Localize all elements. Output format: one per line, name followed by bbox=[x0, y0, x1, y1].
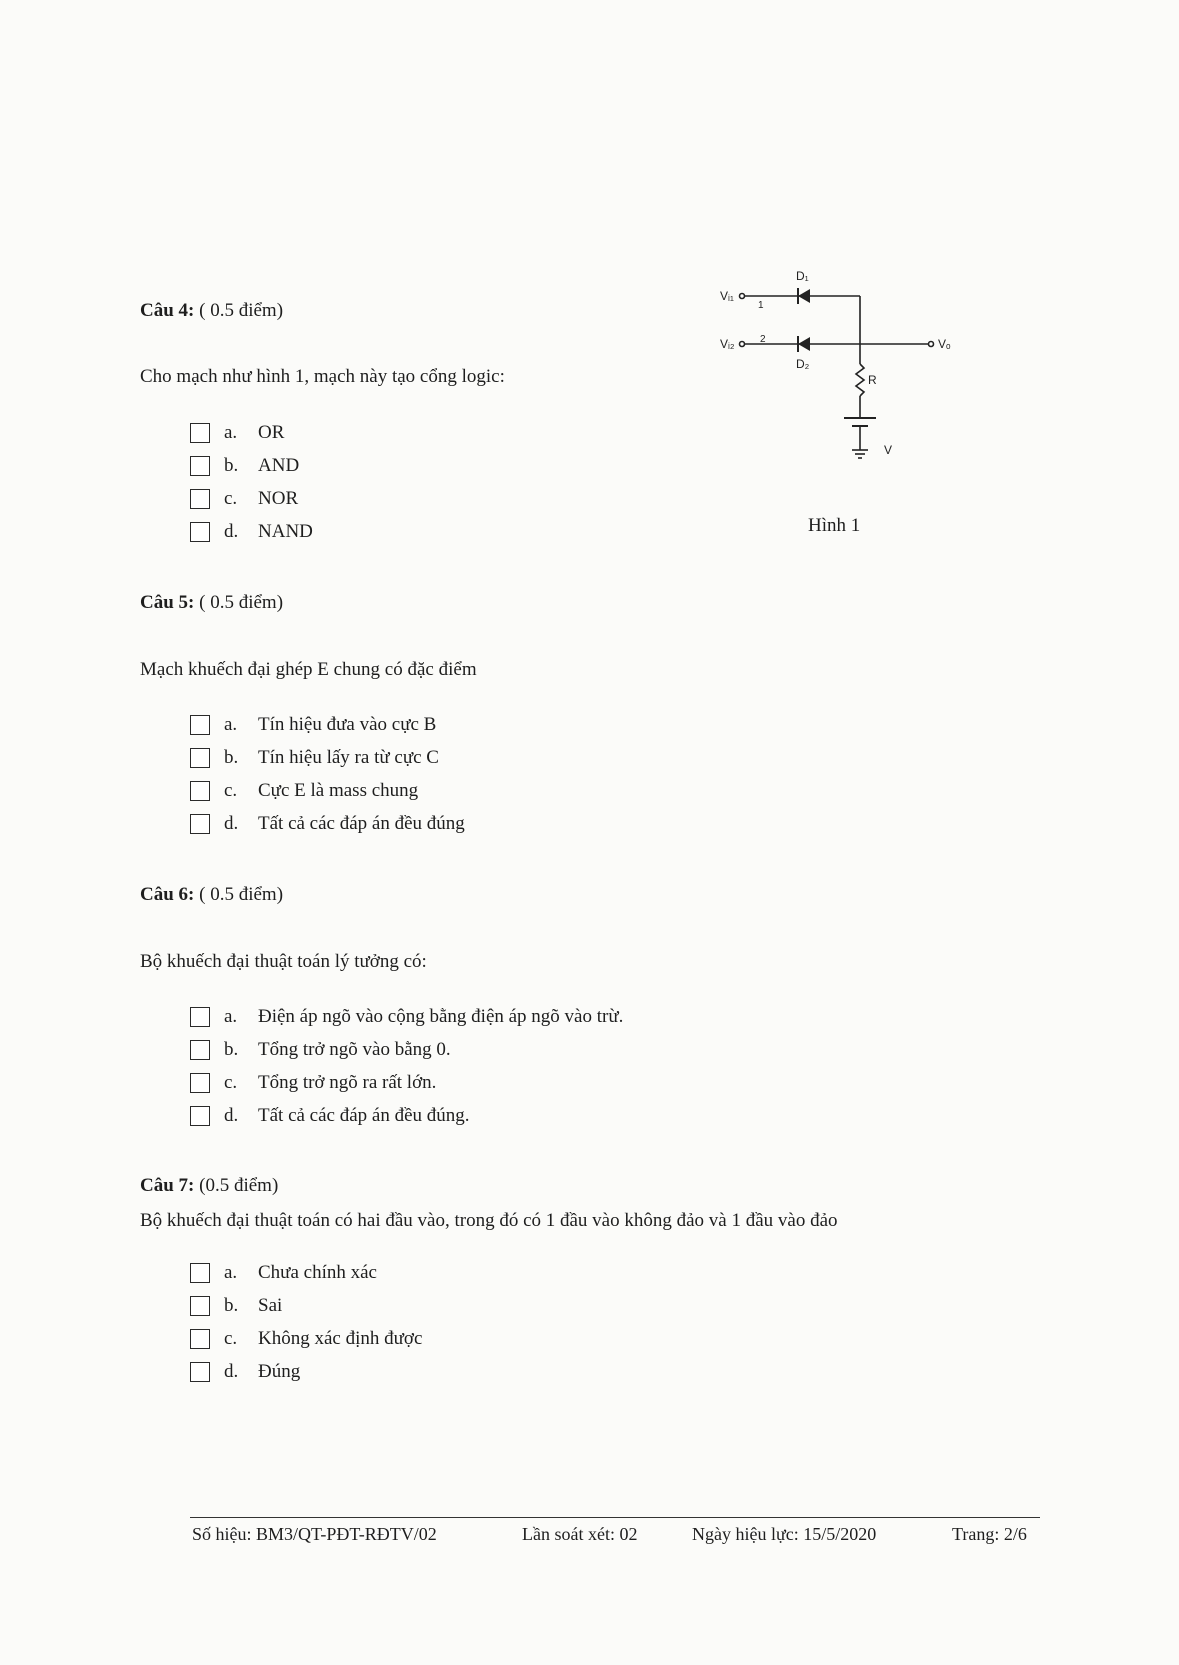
option-letter: b. bbox=[224, 1038, 239, 1060]
option-letter: c. bbox=[224, 1071, 238, 1093]
option-b[interactable] bbox=[190, 1033, 623, 1066]
question-7-options bbox=[190, 1256, 422, 1388]
figure-caption: Hình 1 bbox=[808, 515, 861, 536]
checkbox[interactable] bbox=[190, 1362, 210, 1382]
checkbox[interactable] bbox=[190, 1329, 210, 1349]
diode-d2 bbox=[798, 336, 810, 352]
question-points: (0.5 điểm) bbox=[194, 1175, 279, 1196]
question-4-options bbox=[190, 416, 313, 548]
option-c[interactable] bbox=[190, 774, 465, 807]
question-4-text: Cho mạch như hình 1, mạch này tạo cổng logic: bbox=[140, 366, 505, 387]
option-b[interactable] bbox=[190, 741, 465, 774]
footer-effective-date: Ngày hiệu lực: 15/5/2020 bbox=[692, 1524, 877, 1544]
option-c[interactable] bbox=[190, 1066, 623, 1099]
label-pin2: 2 bbox=[760, 334, 766, 345]
option-letter: b. bbox=[224, 454, 239, 476]
footer-doc-code: Số hiệu: BM3/QT-PĐT-RĐTV/02 bbox=[192, 1524, 437, 1544]
checkbox[interactable] bbox=[190, 522, 210, 542]
question-5-text: Mạch khuếch đại ghép E chung có đặc điểm bbox=[140, 659, 477, 680]
option-text: OR bbox=[258, 421, 285, 443]
checkbox[interactable] bbox=[190, 1007, 210, 1027]
option-text: Sai bbox=[258, 1294, 283, 1316]
option-text: Chưa chính xác bbox=[258, 1261, 377, 1283]
question-6-heading bbox=[140, 884, 283, 906]
option-b[interactable] bbox=[190, 1289, 422, 1322]
question-points: ( 0.5 điểm) bbox=[194, 300, 284, 321]
checkbox[interactable] bbox=[190, 423, 210, 443]
checkbox[interactable] bbox=[190, 1263, 210, 1283]
option-text: Tất cả các đáp án đều đúng. bbox=[258, 1104, 470, 1126]
option-letter: a. bbox=[224, 713, 238, 735]
option-letter: a. bbox=[224, 1261, 238, 1283]
question-7-heading bbox=[140, 1175, 278, 1197]
label-r: R bbox=[868, 373, 877, 387]
checkbox[interactable] bbox=[190, 781, 210, 801]
footer-divider bbox=[190, 1517, 1040, 1518]
question-label: Câu 6: bbox=[140, 884, 195, 905]
footer-revision: Lần soát xét: 02 bbox=[522, 1524, 638, 1544]
option-c[interactable] bbox=[190, 1322, 422, 1355]
question-5-options bbox=[190, 708, 465, 840]
label-vi2: Vᵢ₂ bbox=[720, 337, 735, 351]
option-letter: b. bbox=[224, 1294, 239, 1316]
circuit-diagram bbox=[700, 258, 980, 498]
option-b[interactable] bbox=[190, 449, 313, 482]
checkbox[interactable] bbox=[190, 715, 210, 735]
option-a[interactable] bbox=[190, 1000, 623, 1033]
diode-d1 bbox=[798, 288, 810, 304]
question-6-text: Bộ khuếch đại thuật toán lý tưởng có: bbox=[140, 951, 427, 972]
option-d[interactable] bbox=[190, 1099, 623, 1132]
option-d[interactable] bbox=[190, 1355, 422, 1388]
option-d[interactable] bbox=[190, 515, 313, 548]
checkbox[interactable] bbox=[190, 456, 210, 476]
checkbox[interactable] bbox=[190, 814, 210, 834]
label-vi1: Vᵢ₁ bbox=[720, 289, 734, 303]
option-letter: c. bbox=[224, 487, 238, 509]
option-text: Tín hiệu lấy ra từ cực C bbox=[258, 746, 439, 768]
question-label: Câu 4: bbox=[140, 300, 195, 321]
option-a[interactable] bbox=[190, 708, 465, 741]
option-text: Tổng trở ngõ ra rất lớn. bbox=[258, 1071, 437, 1093]
checkbox[interactable] bbox=[190, 1040, 210, 1060]
question-7-text: Bộ khuếch đại thuật toán có hai đầu vào, trong đó có 1 đầu vào không đảo và 1 đầu vào đảo bbox=[140, 1210, 838, 1231]
option-text: Điện áp ngõ vào cộng bằng điện áp ngõ vào trừ. bbox=[258, 1005, 624, 1027]
option-text: NAND bbox=[258, 520, 313, 542]
option-text: Tổng trở ngõ vào bằng 0. bbox=[258, 1038, 451, 1060]
option-text: Tất cả các đáp án đều đúng bbox=[258, 812, 465, 834]
option-letter: d. bbox=[224, 1104, 239, 1126]
option-text: Không xác định được bbox=[258, 1327, 423, 1349]
question-label: Câu 5: bbox=[140, 592, 195, 613]
label-d2: D₂ bbox=[796, 357, 810, 371]
question-4-heading bbox=[140, 300, 283, 322]
label-vo: Vₒ bbox=[938, 337, 951, 351]
label-pin1: 1 bbox=[758, 300, 764, 311]
option-letter: c. bbox=[224, 779, 238, 801]
checkbox[interactable] bbox=[190, 1106, 210, 1126]
option-letter: a. bbox=[224, 1005, 238, 1027]
label-v: V bbox=[884, 443, 893, 457]
option-text: Cực E là mass chung bbox=[258, 779, 419, 801]
option-letter: a. bbox=[224, 421, 238, 443]
option-letter: c. bbox=[224, 1327, 238, 1349]
checkbox[interactable] bbox=[190, 489, 210, 509]
option-a[interactable] bbox=[190, 416, 313, 449]
footer-page-number: Trang: 2/6 bbox=[952, 1524, 1027, 1544]
question-6-options bbox=[190, 1000, 623, 1132]
option-letter: b. bbox=[224, 746, 239, 768]
option-text: NOR bbox=[258, 487, 299, 509]
option-text: Tín hiệu đưa vào cực B bbox=[258, 713, 437, 735]
option-letter: d. bbox=[224, 1360, 239, 1382]
question-5-heading bbox=[140, 592, 283, 614]
question-points: ( 0.5 điểm) bbox=[194, 592, 284, 613]
checkbox[interactable] bbox=[190, 748, 210, 768]
option-text: AND bbox=[258, 454, 300, 476]
checkbox[interactable] bbox=[190, 1296, 210, 1316]
option-d[interactable] bbox=[190, 807, 465, 840]
question-points: ( 0.5 điểm) bbox=[194, 884, 284, 905]
option-text: Đúng bbox=[258, 1360, 301, 1382]
label-d1: D₁ bbox=[796, 269, 809, 283]
option-a[interactable] bbox=[190, 1256, 422, 1289]
checkbox[interactable] bbox=[190, 1073, 210, 1093]
option-c[interactable] bbox=[190, 482, 313, 515]
option-letter: d. bbox=[224, 812, 239, 834]
option-letter: d. bbox=[224, 520, 239, 542]
question-label: Câu 7: bbox=[140, 1175, 195, 1196]
